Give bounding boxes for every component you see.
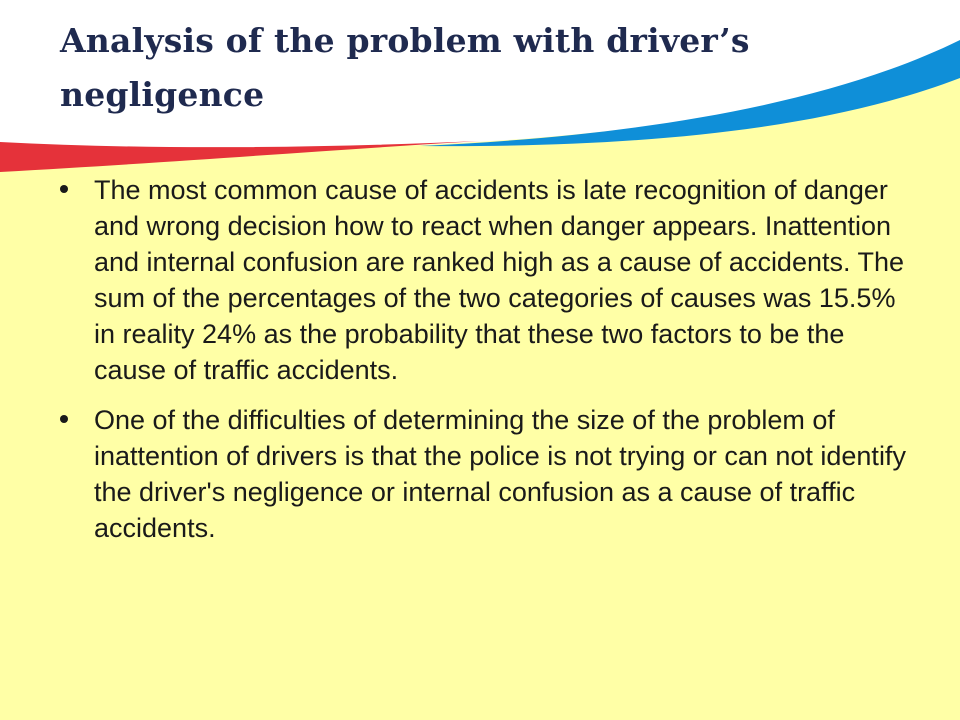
bullet-list xyxy=(58,172,908,560)
bullet-item xyxy=(58,402,908,546)
bullet-text: One of the difficulties of determining the size of the problem of inattention of drivers is that the police is not trying or can not identify the driver's negligence or internal confusion as a cause of traffic accidents. xyxy=(94,405,906,543)
slide-title: Analysis of the problem with driver’s negligence xyxy=(60,21,750,114)
bullet-dot-icon xyxy=(60,415,68,423)
bullet-item xyxy=(58,172,908,388)
bullet-dot-icon xyxy=(60,185,68,193)
bullet-text: The most common cause of accidents is late recognition of danger and wrong decision how to react when danger appears. Inattention and internal confusion are ranked high as a cause of accidents. The sum of the percentages of the two categories of causes was 15.5% in reality 24% as the probability that these two factors to be the cause of traffic accidents. xyxy=(94,175,905,385)
